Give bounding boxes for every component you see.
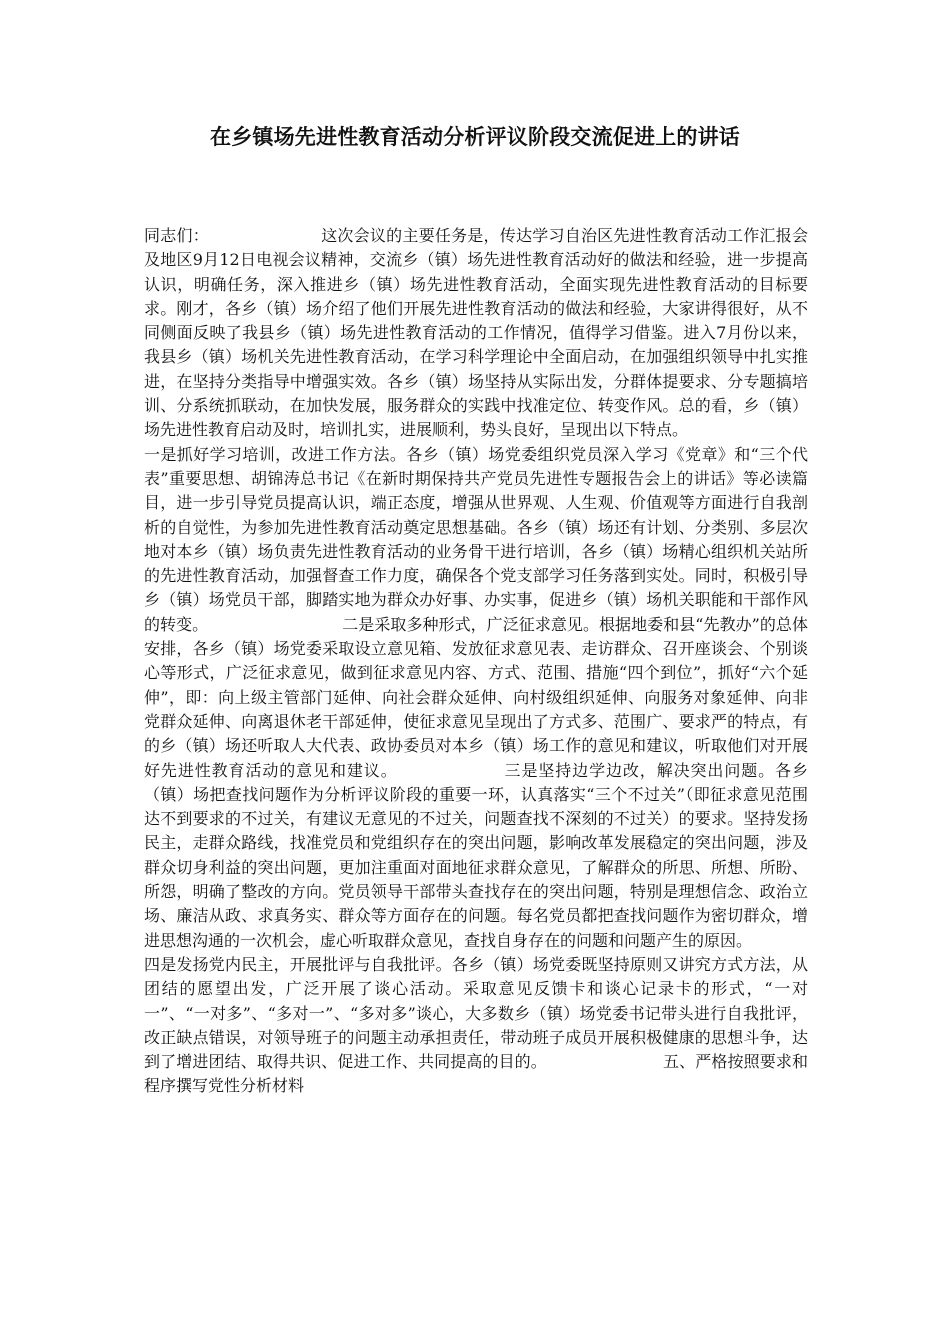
paragraph-point-1 — [144, 443, 808, 953]
paragraph-point-4 — [144, 953, 808, 1099]
salutation: 同志们： — [144, 226, 209, 245]
paragraph-point-4-text: 四是发扬党内民主，开展批评与自我批评。各乡（镇）场党委既坚持原则又讲究方式方法，从团结的愿望出发，广泛开展了谈心活动。采取意见反馈卡和谈心记录卡的形式，“一对一”、“一对多”、“多对一”、“多对多”谈心，大多数乡（镇）场党委书记带头进行自我批评，改正缺点错误，对领导班子的问题主动承担责任，带动班子成员开展积极健康的思想斗争，达到了增进团结、取得共识、促进工作、共同提高的目的。 — [144, 954, 808, 1072]
document-title: 在乡镇场先进性教育活动分析评议阶段交流促进上的讲话 — [210, 124, 740, 149]
paragraph-point-3-text: 三是坚持边学边改，解决突出问题。各乡（镇）场把查找问题作为分析评议阶段的重要一环，认真落实“三个不过关”（即征求意见范围达不到要求的不过关，有建议无意见的不过关，问题查找不深刻的不过关）的要求。坚持发扬民主，走群众路线，找准党员和党组织存在的突出问题，影响改革发展稳定的突出问题，涉及群众切身利益的突出问题，更加注重面对面地征求群众意见，了解群众的所思、所想、所盼、所怨，明确了整改的方向。党员领导干部带头查找存在的突出问题，特别是理想信念、政治立场、廉洁从政、求真务实、群众等方面存在的问题。每名党员都把查找问题作为密切群众，增进思想沟通的一次机会，虚心听取群众意见，查找自身存在的问题和问题产生的原因。 — [144, 760, 808, 950]
document-body — [144, 224, 808, 1099]
paragraph-point-5-text: 五、严格按照要求和程序撰写党性分析材料 — [144, 1052, 808, 1096]
paragraph-point-2-text: 二是采取多种形式，广泛征求意见。根据地委和县“先教办”的总体安排，各乡（镇）场党委采取设立意见箱、发放征求意见表、走访群众、召开座谈会、个别谈心等形式，广泛征求意见，做到征求意见内容、方式、范围、措施“四个到位”，抓好“六个延伸”，即：向上级主管部门延伸、向社会群众延伸、向村级组织延伸、向服务对象延伸、向非党群众延伸、向离退休老干部延伸，使征求意见呈现出了方式多、范围广、要求严的特点，有的乡（镇）场还听取人大代表、政协委员对本乡（镇）场工作的意见和建议，听取他们对开展好先进性教育活动的意见和建议。 — [144, 614, 808, 780]
paragraph-intro: 这次会议的主要任务是，传达学习自治区先进性教育活动工作汇报会及地区9月12日电视会议精神，交流乡（镇）场先进性教育活动好的做法和经验，进一步提高认识，明确任务，深入推进乡（镇）场先进性教育活动，全面实现先进性教育活动的目标要求。刚才，各乡（镇）场介绍了他们开展先进性教育活动的做法和经验，大家讲得很好，从不同侧面反映了我县乡（镇）场先进性教育活动的工作情况，值得学习借鉴。进入7月份以来，我县乡（镇）场机关先进性教育活动，在学习科学理论中全面启动，在加强组织领导中扎实推进，在坚持分类指导中增强实效。各乡（镇）场坚持从实际出发，分群体提要求、分专题搞培训、分系统抓联动，在加快发展，服务群众的实践中找准定位、转变作风。总的看，乡（镇）场先进性教育启动及时，培训扎实，进展顺利，势头良好，呈现出以下特点。 — [144, 226, 808, 440]
paragraph-point-1-text: 一是抓好学习培训，改进工作方法。各乡（镇）场党委组织党员深入学习《党章》和“三个代表”重要思想、胡锦涛总书记《在新时期保持共产党员先进性专题报告会上的讲话》等必读篇目，进一步引导党员提高认识，端正态度，增强从世界观、人生观、价值观等方面进行自我剖析的自觉性，为参加先进性教育活动奠定思想基础。各乡（镇）场还有计划、分类别、多层次地对本乡（镇）场负责先进性教育活动的业务骨干进行培训，各乡（镇）场精心组织机关站所的先进性教育活动，加强督查工作力度，确保各个党支部学习任务落到实处。同时，积极引导乡（镇）场党员干部，脚踏实地为群众办好事、办实事，促进乡（镇）场机关职能和干部作风的转变。 — [144, 444, 808, 634]
